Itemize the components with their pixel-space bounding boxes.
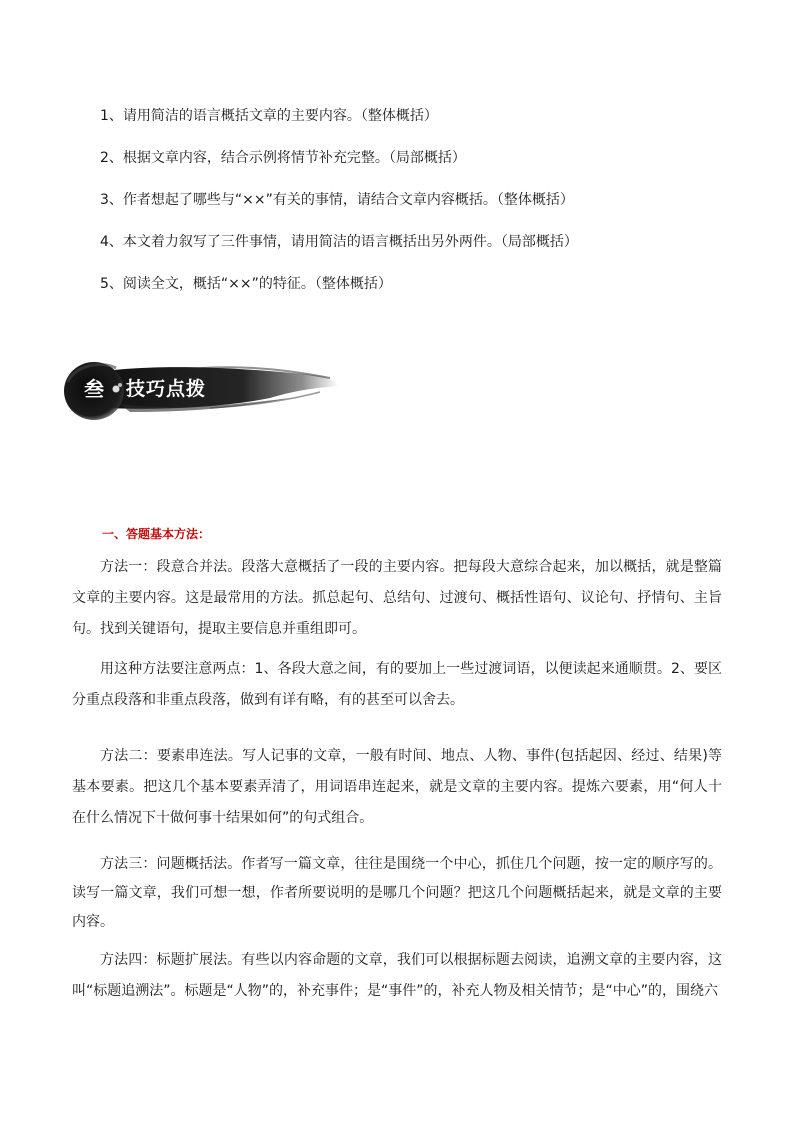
question-item: 4、本文着力叙写了三件事情，请用简洁的语言概括出另外两件。（局部概括）	[100, 234, 578, 250]
question-item: 1、请用简洁的语言概括文章的主要内容。（整体概括）	[100, 108, 438, 124]
section-title: 技巧点拨	[126, 378, 207, 400]
question-item: 5、阅读全文，概括“××”的特征。（整体概括）	[100, 276, 392, 292]
section-banner	[60, 358, 340, 424]
question-list	[100, 106, 720, 316]
method-paragraph: 方法一：段意合并法。段落大意概括了一段的主要内容。把每段大意综合起来，加以概括，就是整篇文章的主要内容。这是最常用的方法。抓总起句、总结句、过渡句、概括性语句、议论句、抒情句、主旨句。找到关键语句，提取主要信息并重组即可。	[72, 559, 722, 637]
section-number: 叁	[84, 377, 104, 401]
method-paragraph: 方法三：问题概括法。作者写一篇文章，往往是围绕一个中心，抓住几个问题，按一定的顺序写的。读写一篇文章，我们可想一想，作者所要说明的是哪几个问题？把这几个问题概括起来，就是文章的主要内容。	[72, 856, 722, 930]
method-paragraph: 用这种方法要注意两点：1、各段大意之间，有的要加上一些过渡词语，以便读起来通顺贯。2、要区分重点段落和非重点段落，做到有详有略，有的甚至可以舍去。	[72, 661, 722, 708]
method-paragraph: 方法四：标题扩展法。有些以内容命题的文章，我们可以根据标题去阅读，追溯文章的主要内容，这叫“标题追溯法”。标题是“人物”的，补充事件；是“事件”的，补充人物及相关情节；是“中心”的，围绕六	[72, 952, 722, 999]
method-heading: 一、答题基本方法：	[102, 527, 211, 541]
method-paragraph: 方法二：要素串连法。写人记事的文章，一般有时间、地点、人物、事件(包括起因、经过、结果)等基本要素。把这几个基本要素弄清了，用词语串连起来，就是文章的主要内容。提炼六要素，用“何人十在什么情况下十做何事十结果如何”的句式组合。	[72, 748, 722, 826]
question-item: 2、根据文章内容，结合示例将情节补充完整。（局部概括）	[100, 150, 466, 166]
question-item: 3、作者想起了哪些与“××”有关的事情，请结合文章内容概括。（整体概括）	[100, 192, 574, 208]
